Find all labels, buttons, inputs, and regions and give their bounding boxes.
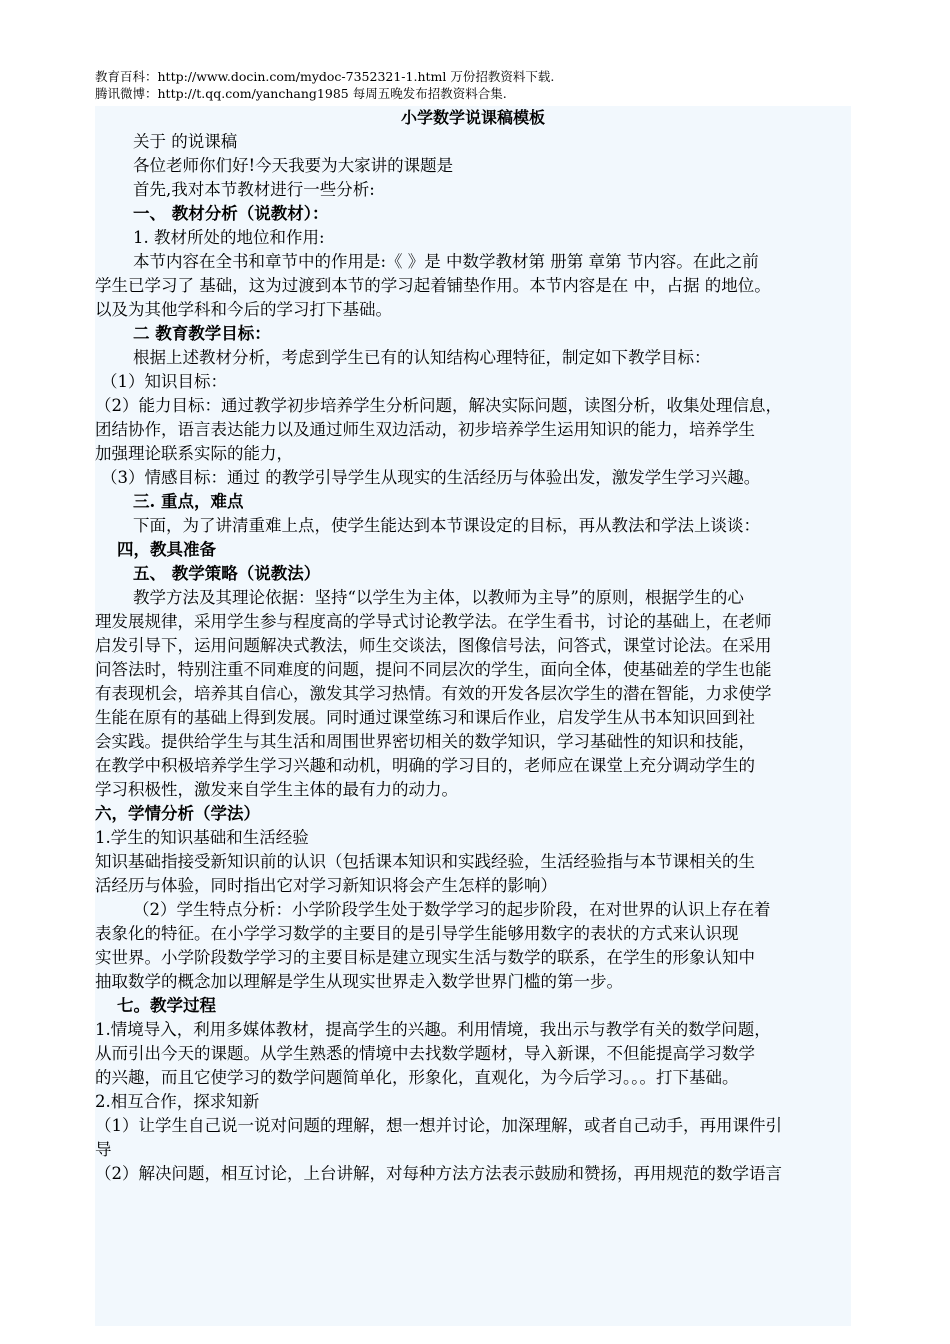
text-line: 本节内容在全书和章节中的作用是:《 》是 中数学教材第 册第 章第 节内容。在此之前 <box>133 252 759 271</box>
text-line: 抽取数学的概念加以理解是学生从现实世界走入数学世界门槛的第一步。 <box>95 972 623 991</box>
text-line: 关于 的说课稿 <box>133 132 238 151</box>
section-heading: 二 教育教学目标： <box>133 324 271 343</box>
text-line: 根据上述教材分析，考虑到学生已有的认知结构心理特征，制定如下教学目标： <box>133 348 711 367</box>
text-line: 教学方法及其理论依据：坚持“以学生为主体，以教师为主导”的原则，根据学生的心 <box>133 588 744 607</box>
text-line: 生能在原有的基础上得到发展。同时通过课堂练习和课后作业，启发学生从书本知识回到社 <box>95 708 755 727</box>
text-line: 各位老师你们好!今天我要为大家讲的课题是 <box>133 156 454 175</box>
text-line: （3）情感目标：通过 的教学引导学生从现实的生活经历与体验出发，激发学生学习兴趣。 <box>101 468 761 487</box>
text-line: 启发引导下，运用问题解决式教法，师生交谈法，图像信号法，问答式，课堂讨论法。在采用 <box>95 636 772 655</box>
section-heading: 五、 教学策略（说教法） <box>133 564 321 583</box>
header-line-weibo: 腾讯微博：http://t.qq.com/yanchang1985 每周五晚发布招教资料合集. <box>95 86 507 101</box>
document-title: 小学数学说课稿模板 <box>400 108 545 127</box>
text-line: （2）解决问题，相互讨论，上台讲解，对每种方法方法表示鼓励和赞扬，再用规范的数学语言 <box>95 1164 782 1183</box>
text-line: 实世界。小学阶段数学学习的主要目标是建立现实生活与数学的联系，在学生的形象认知中 <box>95 948 755 967</box>
text-line: 知识基础指接受新知识前的认识（包括课本知识和实践经验，生活经验指与本节课相关的生 <box>95 852 755 871</box>
text-line: （2）学生特点分析：小学阶段学生处于数学学习的起步阶段，在对世界的认识上存在着 <box>133 900 771 919</box>
text-line: 导 <box>95 1140 112 1159</box>
text-line: 理发展规律，采用学生参与程度高的学导式讨论教学法。在学生看书，讨论的基础上，在老师 <box>95 612 772 631</box>
text-line: 学生已学习了 基础，这为过渡到本节的学习起着铺垫作用。本节内容是在 中，占据 的地位。 <box>95 276 771 295</box>
text-line: 下面，为了讲清重难上点，使学生能达到本节课设定的目标，再从教法和学法上谈谈： <box>133 516 760 535</box>
text-line: 1.情境导入，利用多媒体教材，提高学生的兴趣。利用情境，我出示与教学有关的数学问题， <box>95 1020 771 1039</box>
text-line: 团结协作，语言表达能力以及通过师生双边活动，初步培养学生运用知识的能力，培养学生 <box>95 420 755 439</box>
section-heading: 三. 重点，难点 <box>133 492 244 511</box>
text-line: 从而引出今天的课题。从学生熟悉的情境中去找数学题材，导入新课，不但能提高学习数学 <box>95 1044 755 1063</box>
text-line: 问答法时，特别注重不同难度的问题，提问不同层次的学生，面向全体，使基础差的学生也能 <box>95 660 772 679</box>
text-line: 有表现机会，培养其自信心，激发其学习热情。有效的开发各层次学生的潜在智能，力求使学 <box>95 684 772 703</box>
document-body <box>95 106 851 1326</box>
text-line: 2.相互合作，探求知新 <box>95 1092 260 1111</box>
section-heading: 六，学情分析（学法） <box>95 804 260 823</box>
text-line: （1）知识目标： <box>101 372 227 391</box>
text-line: 学习积极性，激发来自学生主体的最有力的动力。 <box>95 780 458 799</box>
text-line: 1. 教材所处的地位和作用: <box>133 228 325 247</box>
text-line: 在教学中积极培养学生学习兴趣和动机，明确的学习目的，老师应在课堂上充分调动学生的 <box>95 756 755 775</box>
text-line: 加强理论联系实际的能力， <box>95 444 293 463</box>
text-line: 活经历与体验，同时指出它对学习新知识将会产生怎样的影响） <box>95 876 557 895</box>
header-line-docin: 教育百科：http://www.docin.com/mydoc-7352321-1.html 万份招教资料下载. <box>95 69 555 84</box>
page-header <box>95 68 554 102</box>
section-heading: 七。教学过程 <box>117 996 216 1015</box>
text-line: 1.学生的知识基础和生活经验 <box>95 828 309 847</box>
text-line: 的兴趣，而且它使学习的数学问题简单化，形象化，直观化，为今后学习。。。打下基础。 <box>95 1068 739 1087</box>
text-line: 首先,我对本节教材进行一些分析: <box>133 180 375 199</box>
section-heading: 四，教具准备 <box>117 540 216 559</box>
text-line: 以及为其他学科和今后的学习打下基础。 <box>95 300 392 319</box>
text-line: （1）让学生自己说一说对问题的理解，想一想并讨论，加深理解，或者自己动手，再用课件引 <box>95 1116 782 1135</box>
text-line: （2）能力目标：通过教学初步培养学生分析问题，解决实际问题，读图分析，收集处理信息， <box>95 396 782 415</box>
text-line: 表象化的特征。在小学学习数学的主要目的是引导学生能够用数字的表状的方式来认识现 <box>95 924 739 943</box>
section-heading: 一、 教材分析（说教材）： <box>133 204 329 223</box>
text-line: 会实践。提供给学生与其生活和周围世界密切相关的数学知识，学习基础性的知识和技能， <box>95 732 755 751</box>
